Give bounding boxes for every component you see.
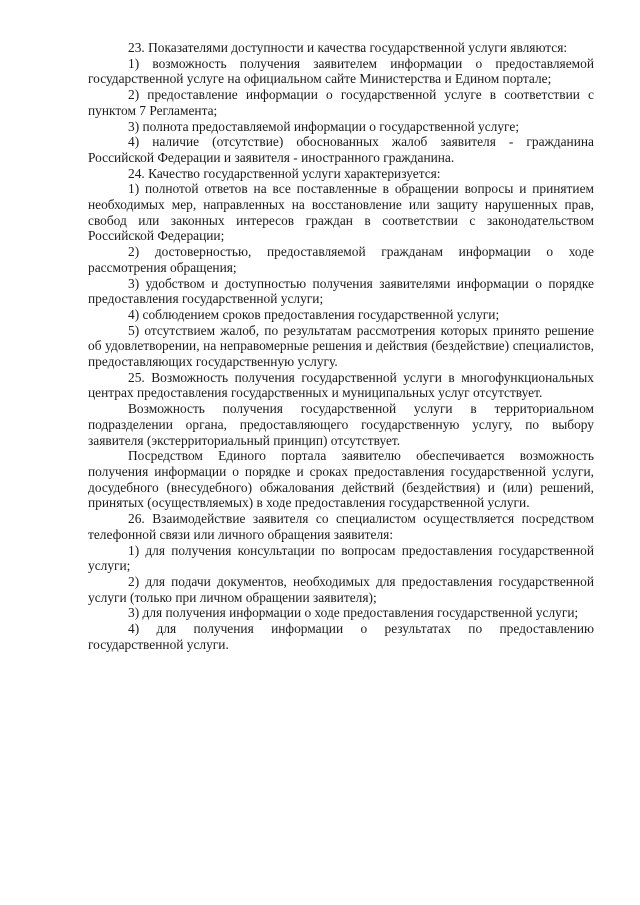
paragraph-24-item-4: 4) соблюдением сроков предоставления государственной услуги; — [128, 306, 500, 322]
paragraph-23-item-3: 3) полнота предоставляемой информации о государственной услуге; — [128, 118, 520, 134]
paragraph-26-item-4: 4) для получения информации о результатах по предоставлению государственной услуги. — [88, 621, 594, 652]
paragraph-25-territorial: Возможность получения государственной услуги в территориальном подразделении органа, предоставляющего государственную услугу, по выбору заявителя (экстерриториальный принцип) отсутствует. — [88, 401, 594, 448]
paragraph-24-item-2: 2) достоверностью, предоставляемой гражданам информации о ходе рассмотрения обращения; — [88, 244, 594, 275]
paragraph-25: 25. Возможность получения государственной услуги в многофункциональных центрах предоставления государственных и муниципальных услуг отсутствует. — [88, 369, 594, 401]
document-page — [88, 40, 594, 652]
paragraph-25-portal: Посредством Единого портала заявителю обеспечивается возможность получения информации о порядке и сроках предоставления государственной услуги, досудебного (внесудебного) обжалования действий (бездействия) и (или) решений, принятых (осуществляемых) в ходе предоставления государственной услуги. — [88, 448, 594, 511]
paragraph-24-item-3: 3) удобством и доступностью получения заявителями информации о порядке предоставления государственной услуги; — [88, 275, 594, 307]
paragraph-23-item-2: 2) предоставление информации о государственной услуге в соответствии с пунктом 7 Регламента; — [88, 87, 594, 118]
paragraph-26-item-3: 3) для получения информации о ходе предоставления государственной услуги; — [128, 605, 579, 621]
paragraph-26-heading: 26. Взаимодействие заявителя со специалистом осуществляется посредством телефонной связи или личного обращения заявителя: — [88, 511, 594, 542]
paragraph-23-item-1: 1) возможность получения заявителем информации о предоставляемой государственной услуге на официальном сайте Министерства и Едином портале; — [88, 55, 594, 87]
paragraph-24-item-5: 5) отсутствием жалоб, по результатам рассмотрения которых принято решение об удовлетворении, на неправомерные решения и действия (бездействие) специалистов, предоставляющих государственную услугу. — [88, 322, 594, 370]
paragraph-26-item-2: 2) для подачи документов, необходимых для предоставления государственной услуги (только при личном обращении заявителя); — [88, 573, 594, 605]
paragraph-23-item-4: 4) наличие (отсутствие) обоснованных жалоб заявителя - гражданина Российской Федерации и заявителя - иностранного гражданина. — [88, 134, 594, 165]
paragraph-26-item-1: 1) для получения консультации по вопросам предоставления государственной услуги; — [88, 542, 594, 574]
paragraph-24-item-1: 1) полнотой ответов на все поставленные в обращении вопросы и принятием необходимых мер, направленных на восстановление или защиту нарушенных прав, свобод или законных интересов граждан в соответствии с законодательством Российской Федерации; — [88, 181, 594, 244]
paragraph-24-heading: 24. Качество государственной услуги характеризуется: — [128, 165, 441, 181]
paragraph-23-heading: 23. Показателями доступности и качества государственной услуги являются: — [128, 40, 568, 55]
